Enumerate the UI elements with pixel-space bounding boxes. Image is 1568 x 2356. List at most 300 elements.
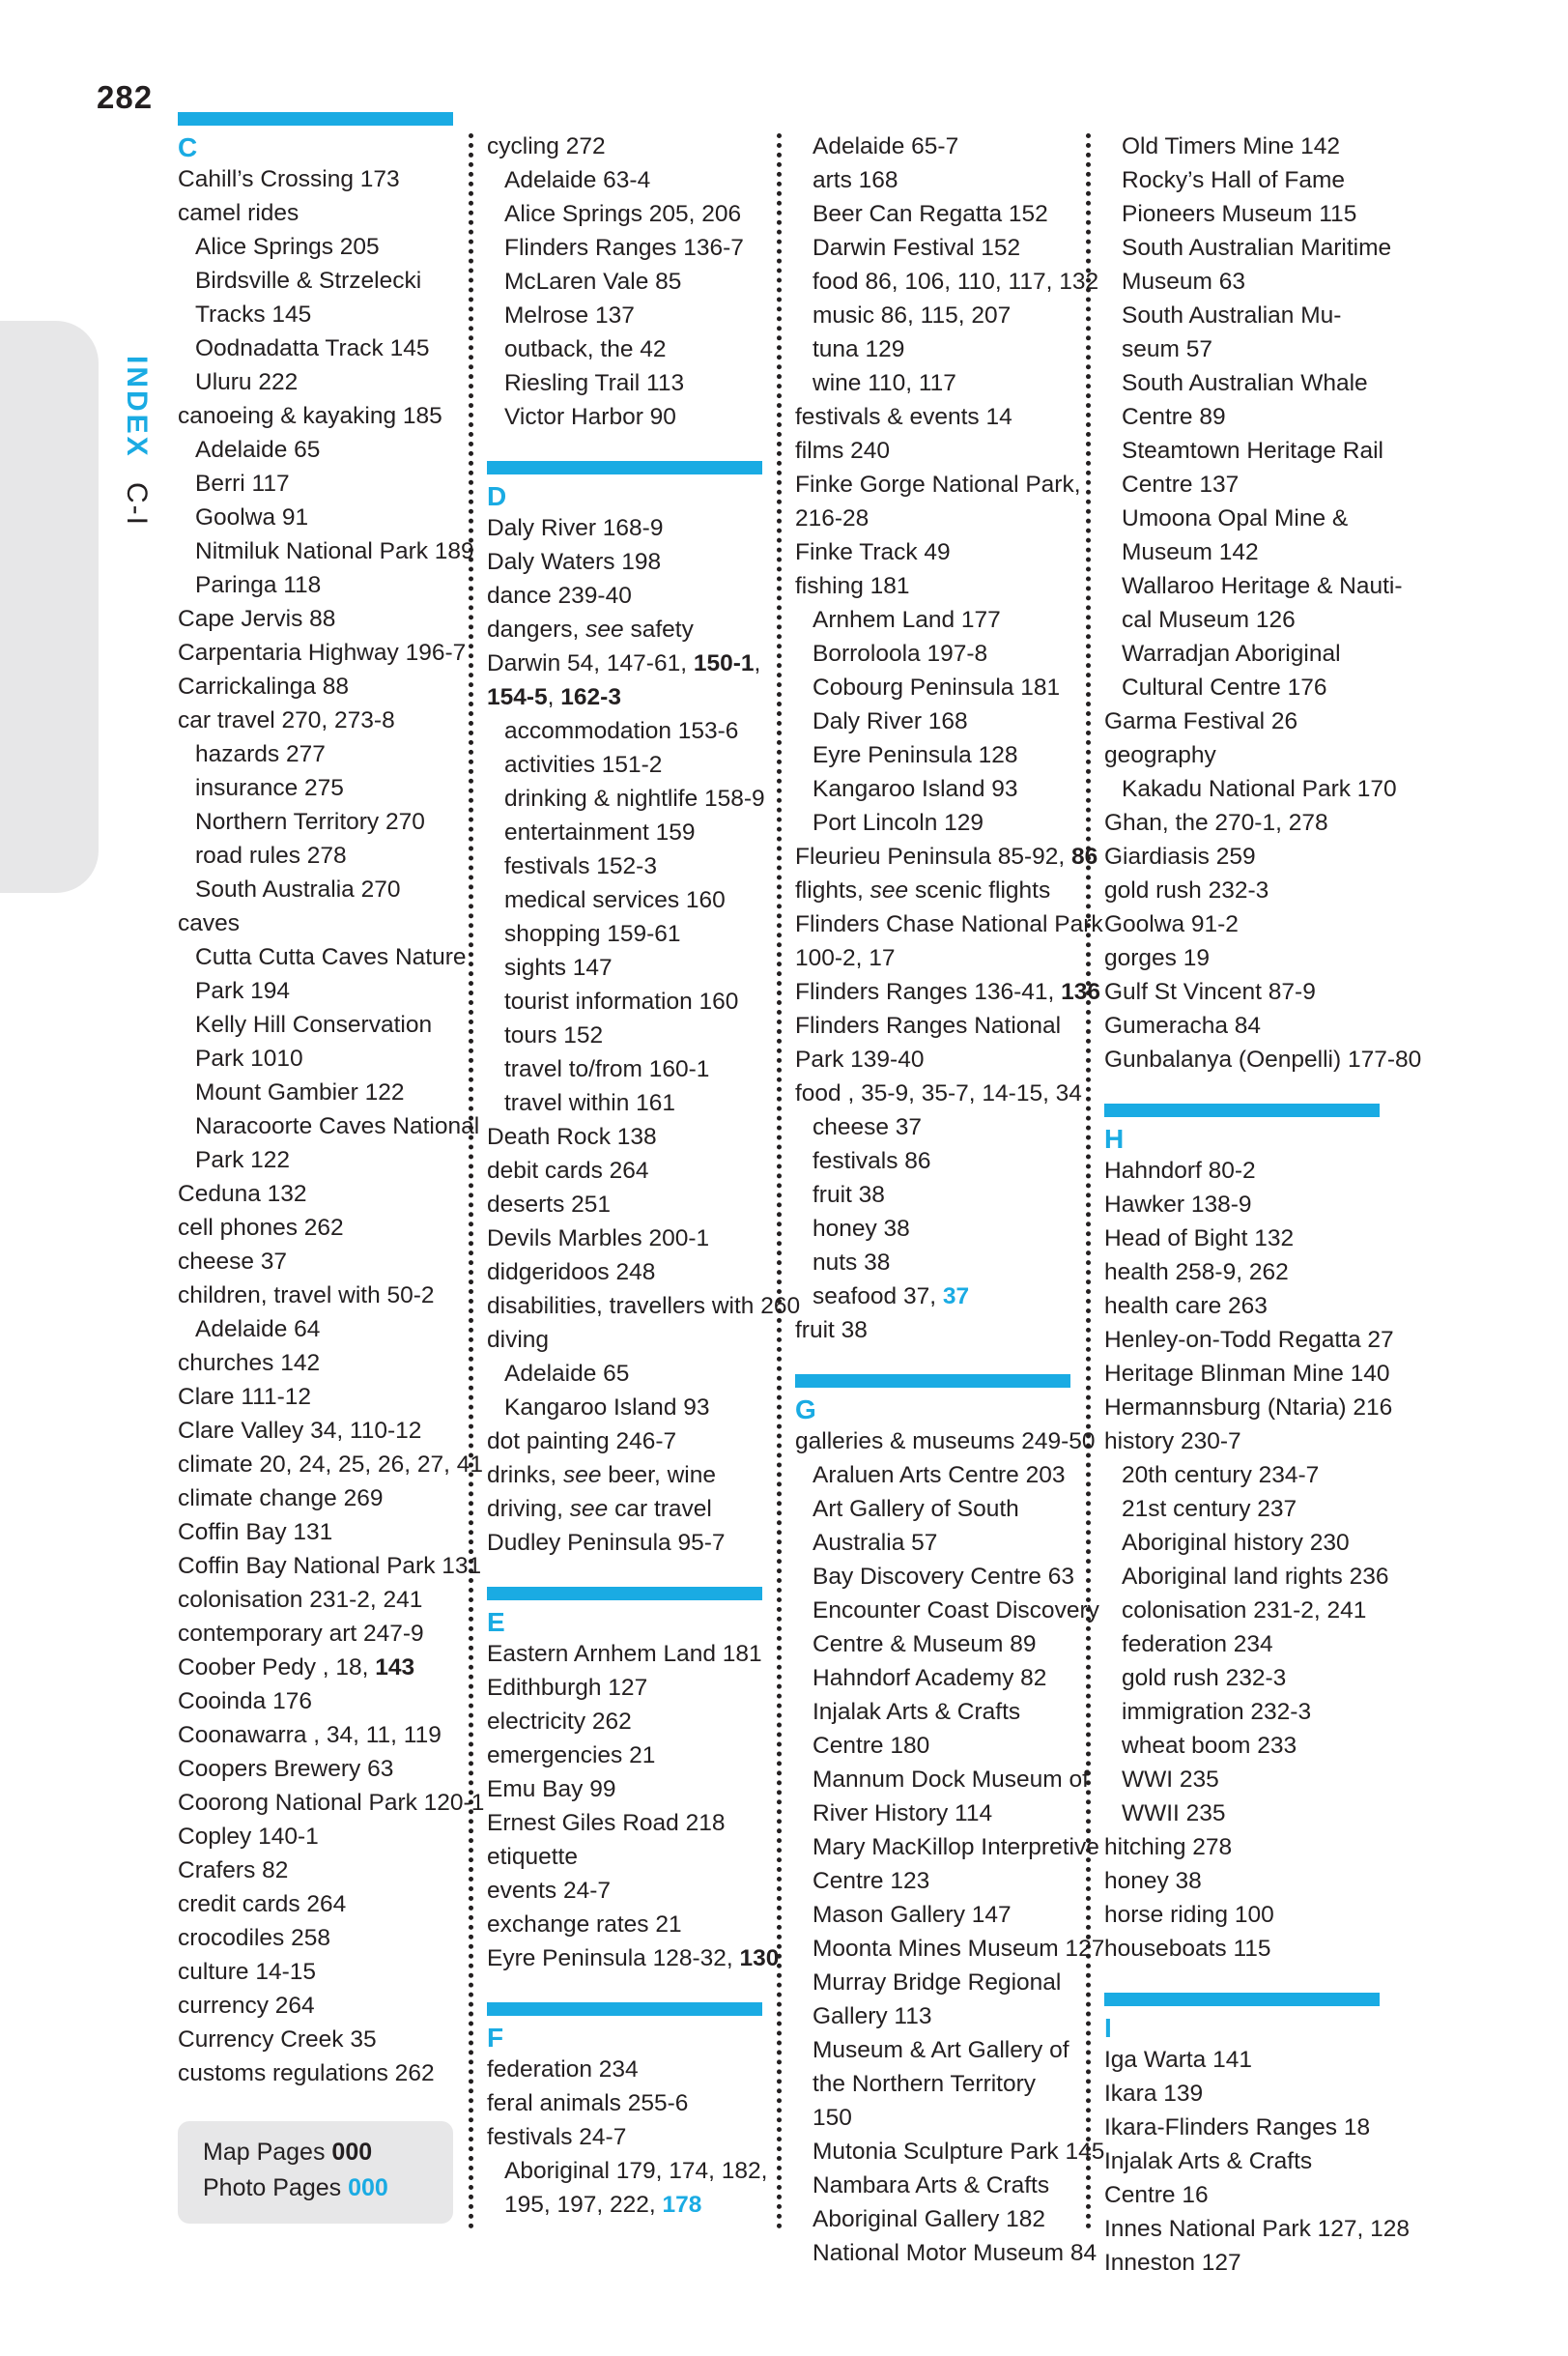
index-entry (795, 1009, 1070, 1077)
entry-text: Mutonia Sculpture Park 145 (813, 2139, 1105, 2165)
entry-text: wine 110, 117 (813, 370, 956, 396)
entry-text: houseboats 115 (1104, 1936, 1271, 1962)
entry-text: Adelaide 63-4 (504, 167, 651, 193)
legend-map-pages (203, 2135, 453, 2170)
entry-text: Berri 117 (195, 471, 290, 497)
entry-text: Arnhem Land 177 (813, 607, 1001, 633)
entry-continuation (1104, 2178, 1380, 2212)
entry-text: Moonta Mines Museum 127 (813, 1936, 1105, 1962)
index-entry (178, 1245, 453, 1279)
index-subentry (795, 671, 1070, 704)
entry-text: Steamtown Heritage Rail (1122, 438, 1383, 464)
index-entry (178, 1481, 453, 1515)
entry-text: disabilities, travellers with 260 (487, 1293, 801, 1319)
entry-text: arts 168 (813, 167, 898, 193)
entry-text: churches 142 (178, 1350, 321, 1376)
index-subentry (795, 231, 1070, 265)
entry-text: car travel 270, 273-8 (178, 707, 395, 733)
index-subentry (487, 1391, 762, 1424)
entry-text: drinks, (487, 1462, 563, 1488)
index-entry (178, 1684, 453, 1718)
index-subentry (487, 816, 762, 849)
entry-text: 20th century 234-7 (1122, 1462, 1320, 1488)
entry-continuation (795, 941, 1070, 975)
entry-text: Aboriginal history 230 (1122, 1530, 1350, 1556)
index-entry (178, 1583, 453, 1617)
entry-text: Ceduna 132 (178, 1181, 307, 1207)
index-subentry (487, 714, 762, 748)
entry-text: Cahill’s Crossing 173 (178, 166, 400, 192)
index-subentry (178, 568, 453, 602)
entry-text: Coffin Bay 131 (178, 1519, 333, 1545)
section-letter: F (487, 2023, 504, 2053)
section-gap (487, 1560, 762, 1587)
entry-text: climate change 269 (178, 1485, 384, 1511)
index-entry (178, 1346, 453, 1380)
entry-text: Injalak Arts & Crafts (813, 1699, 1021, 1725)
entry-text: debit cards 264 (487, 1158, 649, 1184)
entry-text: Kangaroo Island 93 (813, 776, 1018, 802)
entry-text: crocodiles 258 (178, 1925, 330, 1951)
entry-text: Emu Bay 99 (487, 1776, 616, 1802)
index-subentry (1104, 1458, 1380, 1492)
bold-page-ref: 130 (739, 1945, 780, 1971)
index-subentry (795, 1492, 1070, 1560)
index-entry (1104, 2043, 1380, 2077)
index-subentry (1104, 1492, 1380, 1526)
entry-text: the Northern Territory (813, 2071, 1037, 2097)
section-bar (487, 461, 762, 474)
entry-text: Coopers Brewery 63 (178, 1756, 394, 1782)
index-entry (795, 434, 1070, 468)
index-subentry (795, 129, 1070, 163)
entry-text: drinking & nightlife 158-9 (504, 786, 765, 812)
index-entry (487, 1289, 801, 1323)
legend-map-value: 000 (331, 2139, 373, 2166)
entry-text: festivals 152-3 (504, 853, 657, 879)
entry-text: currency 264 (178, 1993, 315, 2019)
index-subentry (795, 1110, 1070, 1144)
entry-text: South Australian Maritime (1122, 235, 1392, 261)
entry-text: South Australian Mu- (1122, 302, 1342, 329)
index-entry (487, 1255, 762, 1289)
entry-text: festivals & events 14 (795, 404, 1012, 430)
entry-text: Araluen Arts Centre 203 (813, 1462, 1066, 1488)
index-subentry (487, 917, 762, 951)
entry-text: cheese 37 (813, 1114, 923, 1140)
index-entry (1104, 1255, 1380, 1289)
legend-photo-label: Photo Pages (203, 2174, 342, 2201)
entry-text: beer, wine (601, 1462, 716, 1488)
entry-text: films 240 (795, 438, 891, 464)
index-entry (1104, 806, 1380, 840)
entry-continuation (1122, 332, 1380, 366)
entry-text: McLaren Vale 85 (504, 269, 682, 295)
entry-text: Clare Valley 34, 110-12 (178, 1418, 422, 1444)
entry-text: Park 139-40 (795, 1047, 925, 1073)
index-entry (487, 646, 762, 714)
index-entry (1104, 2246, 1380, 2280)
index-subentry (795, 1830, 1099, 1898)
entry-text: cycling 272 (487, 133, 606, 159)
entry-text: honey 38 (813, 1216, 910, 1242)
index-subentry (795, 1898, 1070, 1932)
index-subentry (1104, 434, 1383, 502)
index-subentry (795, 197, 1070, 231)
entry-text: Wallaroo Heritage & Nauti- (1122, 573, 1403, 599)
index-subentry (1104, 1594, 1380, 1627)
legend-photo-pages (203, 2170, 453, 2206)
index-entry (178, 1887, 453, 1921)
index-subentry (487, 951, 762, 985)
entry-text: Darwin 54, 147-61, (487, 650, 694, 676)
index-entry (178, 1786, 485, 1820)
entry-text: 216-28 (795, 505, 870, 532)
entry-text: seafood 37, (813, 1283, 943, 1309)
entry-text: electricity 262 (487, 1709, 632, 1735)
entry-text: Inneston 127 (1104, 2250, 1241, 2276)
entry-text: horse riding 100 (1104, 1902, 1274, 1928)
index-entry (178, 1820, 453, 1853)
entry-text: National Motor Museum 84 (813, 2240, 1098, 2266)
see-ref: see (870, 877, 909, 904)
entry-text: festivals 24-7 (487, 2124, 627, 2150)
entry-text: Ernest Giles Road 218 (487, 1810, 726, 1836)
index-subentry (487, 1357, 762, 1391)
index-subentry (795, 2033, 1070, 2135)
index-entry (1104, 2077, 1380, 2111)
index-entry (487, 1806, 762, 1840)
index-entry (487, 2053, 762, 2086)
entry-text: Cooinda 176 (178, 1688, 312, 1714)
index-subentry (795, 1246, 1070, 1279)
entry-text: festivals 86 (813, 1148, 931, 1174)
entry-text: Henley-on-Todd Regatta 27 (1104, 1327, 1394, 1353)
index-entry (1104, 2111, 1380, 2144)
index-subentry (1104, 1661, 1380, 1695)
entry-text: Alice Springs 205 (195, 234, 380, 260)
entry-text: Centre 137 (1122, 472, 1240, 498)
entry-text: Ikara 139 (1104, 2081, 1204, 2107)
index-entry (1104, 704, 1380, 738)
index-entry (1104, 907, 1380, 941)
entry-text: Devils Marbles 200-1 (487, 1225, 710, 1251)
index-subentry (487, 883, 762, 917)
page-legend (178, 2121, 453, 2224)
entry-text: Flinders Ranges 136-7 (504, 235, 744, 261)
entry-text: shopping 159-61 (504, 921, 681, 947)
index-entry (487, 1874, 762, 1908)
entry-text: health 258-9, 262 (1104, 1259, 1289, 1285)
section-bar (1104, 1104, 1380, 1117)
entry-continuation (1122, 603, 1380, 637)
entry-text: outback, the 42 (504, 336, 667, 362)
index-subentry (487, 849, 762, 883)
entry-text: car travel (608, 1496, 712, 1522)
entry-continuation (1122, 197, 1380, 231)
index-subentry (1104, 1526, 1380, 1560)
index-entry (487, 1458, 762, 1492)
entry-text: tuna 129 (813, 336, 905, 362)
entry-text: Edithburgh 127 (487, 1675, 648, 1701)
index-entry (487, 1424, 762, 1458)
entry-text: Head of Bight 132 (1104, 1225, 1295, 1251)
index-section-continued (795, 129, 1103, 1347)
entry-text: gold rush 232-3 (1104, 877, 1269, 904)
index-subentry (178, 873, 453, 906)
bold-page-ref: 136 (1061, 979, 1100, 1005)
index-subentry (795, 704, 1070, 738)
index-subentry (178, 433, 453, 467)
entry-text: diving (487, 1327, 550, 1353)
entry-text: Beer Can Regatta 152 (813, 201, 1048, 227)
entry-text: entertainment 159 (504, 819, 696, 846)
entry-text: Melrose 137 (504, 302, 635, 329)
side-tab-word: INDEX (121, 356, 153, 459)
index-subentry (795, 1695, 1070, 1763)
index-entry (178, 670, 453, 704)
entry-text: Flinders Chase National Park (795, 911, 1103, 937)
section-letter: C (178, 132, 198, 162)
entry-continuation (813, 1796, 1070, 1830)
entry-text: Oodnadatta Track 145 (195, 335, 430, 361)
entry-text: Nitmiluk National Park 189 (195, 538, 474, 564)
index-entry (795, 569, 1070, 603)
entry-text: caves (178, 910, 241, 936)
entry-text: geography (1104, 742, 1216, 768)
index-subentry (795, 603, 1070, 637)
section-gap (1104, 1966, 1380, 1993)
entry-text: fruit 38 (795, 1317, 868, 1343)
index-entry (487, 1323, 762, 1357)
entry-text: Kangaroo Island 93 (504, 1394, 710, 1421)
entry-text: Bay Discovery Centre 63 (813, 1564, 1074, 1590)
entry-continuation (195, 1042, 453, 1076)
index-entry (795, 1077, 1082, 1110)
index-entry (487, 579, 762, 613)
bold-page-ref: 150-1 (693, 650, 755, 676)
index-subentry (487, 400, 762, 434)
see-ref: see (569, 1496, 609, 1522)
index-section-c (178, 112, 485, 2090)
entry-continuation (1122, 535, 1380, 569)
index-subentry (487, 985, 762, 1019)
entry-text: Adelaide 65 (504, 1361, 630, 1387)
entry-text: Art Gallery of South (813, 1496, 1019, 1522)
entry-text: tours 152 (504, 1022, 604, 1049)
section-gap (487, 434, 762, 461)
entry-text: Flinders Ranges 136-41, (795, 979, 1062, 1005)
index-entry (487, 2120, 762, 2154)
entry-text: Centre & Museum 89 (813, 1631, 1037, 1657)
index-subentry (178, 771, 453, 805)
entry-text: Death Rock 138 (487, 1124, 657, 1150)
index-subentry (487, 782, 765, 816)
entry-text: Aboriginal 179, 174, 182, (504, 2158, 768, 2184)
index-subentry (795, 265, 1099, 299)
entry-text: Birdsville & Strzelecki (195, 268, 422, 294)
index-entry (795, 840, 1098, 874)
entry-text: Crafers 82 (178, 1857, 289, 1883)
index-entry (487, 1772, 762, 1806)
index-entry (487, 1705, 762, 1738)
index-subentry (1104, 366, 1380, 434)
entry-text: Umoona Opal Mine & (1122, 505, 1349, 532)
index-subentry (178, 1076, 453, 1109)
entry-text: activities 151-2 (504, 752, 663, 778)
entry-text: Daly Waters 198 (487, 549, 662, 575)
entry-text: seum 57 (1122, 336, 1212, 362)
entry-text: Coober Pedy , 18, (178, 1654, 376, 1681)
index-subentry (487, 1019, 762, 1052)
index-entry (487, 2086, 762, 2120)
entry-text: health care 263 (1104, 1293, 1268, 1319)
index-subentry (178, 940, 467, 1008)
index-subentry (795, 332, 1070, 366)
section-bar (1104, 1993, 1380, 2006)
index-entry (1104, 1188, 1380, 1221)
index-subentry (795, 1212, 1070, 1246)
index-subentry (178, 501, 453, 534)
index-entry (178, 2056, 453, 2090)
entry-text: Carrickalinga 88 (178, 674, 350, 700)
index-entry (795, 874, 1070, 907)
entry-text: food 86, 106, 110, 117, 132 (813, 269, 1099, 295)
entry-text: Kakadu National Park 170 (1122, 776, 1397, 802)
entry-text: etiquette (487, 1844, 578, 1870)
entry-text: Ghan, the 270-1, 278 (1104, 810, 1328, 836)
index-subentry (1104, 129, 1380, 163)
index-subentry (487, 299, 762, 332)
entry-text: Centre 123 (813, 1868, 930, 1894)
index-section-h (1104, 1077, 1394, 1966)
index-subentry (1104, 1729, 1380, 1763)
entry-text: fishing 181 (795, 573, 910, 599)
index-subentry (795, 772, 1070, 806)
entry-text: honey 38 (1104, 1868, 1202, 1894)
index-section-g (795, 1347, 1105, 2270)
entry-text: Adelaide 65 (195, 437, 321, 463)
index-subentry (1104, 1560, 1389, 1594)
bold-page-ref: 143 (375, 1654, 415, 1681)
entry-text: Gunbalanya (Oenpelli) 177-80 (1104, 1047, 1422, 1073)
entry-text: Goolwa 91-2 (1104, 911, 1239, 937)
index-subentry (1104, 772, 1397, 806)
entry-continuation (195, 298, 453, 331)
index-entry (487, 1120, 762, 1154)
index-column-4 (1104, 129, 1422, 2280)
index-entry (487, 1526, 762, 1560)
index-entry (178, 1718, 453, 1752)
entry-text: Iga Warta 141 (1104, 2047, 1252, 2073)
entry-text: wheat boom 233 (1122, 1733, 1297, 1759)
entry-text: Garma Festival 26 (1104, 708, 1298, 734)
index-entry (487, 1941, 780, 1975)
index-entry (178, 1448, 483, 1481)
entry-continuation (813, 2067, 1070, 2101)
index-entry (487, 511, 762, 545)
entry-text: culture 14-15 (178, 1959, 317, 1985)
index-entry (1104, 1357, 1390, 1391)
entry-text: Pioneers Museum 115 (1122, 201, 1357, 227)
index-entry (1104, 1898, 1380, 1932)
index-section-continued (1104, 129, 1422, 1077)
index-subentry (795, 806, 1070, 840)
entry-text: Cultural Centre 176 (1122, 675, 1327, 701)
index-subentry (795, 1560, 1074, 1594)
index-subentry (795, 2169, 1070, 2236)
entry-text: WWI 235 (1122, 1767, 1219, 1793)
entry-text: Murray Bridge Regional (813, 1969, 1062, 1996)
section-bar (487, 1587, 762, 1600)
index-entry (487, 1188, 762, 1221)
entry-text: immigration 232-3 (1122, 1699, 1312, 1725)
entry-text: Northern Territory 270 (195, 809, 425, 835)
bold-page-ref: 154-5 (487, 684, 548, 710)
entry-text: children, travel with 50-2 (178, 1282, 435, 1308)
entry-text: Injalak Arts & Crafts (1104, 2148, 1313, 2174)
entry-text: WWII 235 (1122, 1800, 1226, 1826)
column-divider (1086, 133, 1091, 2230)
index-column-1 (178, 112, 485, 2090)
entry-text: hitching 278 (1104, 1834, 1233, 1860)
entry-text: Carpentaria Highway 196-7 (178, 640, 467, 666)
index-entry (487, 1221, 762, 1255)
index-subentry (1104, 163, 1380, 231)
entry-text: Encounter Coast Discovery (813, 1597, 1099, 1623)
index-subentry (1104, 1796, 1380, 1830)
entry-text: didgeridoos 248 (487, 1259, 656, 1285)
index-subentry (795, 1763, 1089, 1830)
entry-text: Australia 57 (813, 1530, 938, 1556)
entry-text: road rules 278 (195, 843, 347, 869)
index-subentry (795, 1144, 1070, 1178)
entry-text: gorges 19 (1104, 945, 1210, 971)
index-subentry (1104, 637, 1380, 704)
entry-text: Mannum Dock Museum of (813, 1767, 1089, 1793)
entry-text: contemporary art 247-9 (178, 1621, 424, 1647)
entry-text: nuts 38 (813, 1250, 891, 1276)
entry-continuation (195, 1143, 453, 1177)
index-entry (487, 1637, 762, 1671)
index-entry (1104, 874, 1380, 907)
index-entry (795, 400, 1070, 434)
entry-text: Mount Gambier 122 (195, 1079, 405, 1106)
entry-text: deserts 251 (487, 1192, 612, 1218)
bold-page-ref: 86 (1071, 844, 1098, 870)
index-subentry (178, 467, 453, 501)
index-entry (178, 1853, 453, 1887)
entry-text: Hermannsburg (Ntaria) 216 (1104, 1394, 1393, 1421)
section-letter: E (487, 1607, 505, 1637)
index-subentry (1104, 231, 1392, 299)
index-subentry (178, 805, 453, 839)
index-subentry (795, 1594, 1099, 1661)
entry-text: Kelly Hill Conservation (195, 1012, 433, 1038)
index-entry (1104, 2212, 1410, 2246)
index-subentry (795, 738, 1070, 772)
entry-text: 150 (813, 2105, 852, 2131)
entry-text: Port Lincoln 129 (813, 810, 984, 836)
index-entry (178, 1651, 453, 1684)
index-entry (178, 399, 453, 433)
entry-text: fruit 38 (813, 1182, 885, 1208)
index-subentry (795, 1458, 1070, 1492)
index-subentry (487, 748, 762, 782)
index-subentry (178, 230, 453, 264)
index-entry (487, 1154, 762, 1188)
index-subentry (795, 163, 1070, 197)
